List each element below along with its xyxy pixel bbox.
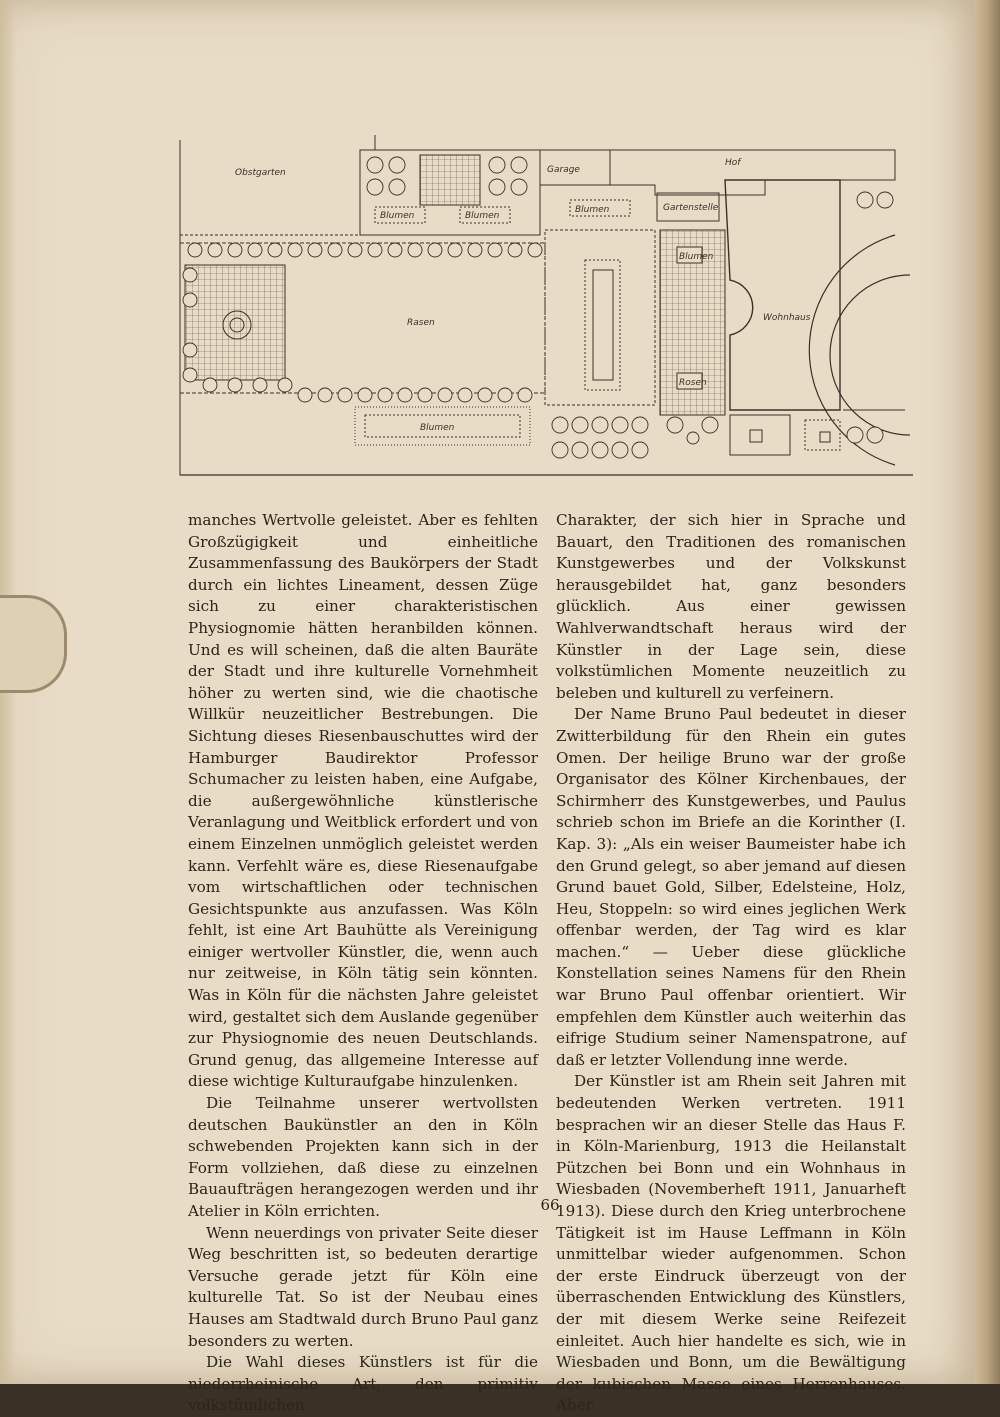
paragraph: Der Künstler ist am Rhein seit Jahren mit bedeutenden Werken vertreten. 1911 besprachen wir an dieser Stelle das Haus F. in Köln-Marienburg, 1913 die Heilanstalt Pützchen bei Bonn und ein Wohnhaus in Wiesbaden (Novemberheft 1911, Januarheft 1913). Diese durch den Krieg unterbrochene Tätigkeit ist im Hause Leffmann in Köln unmittelbar wieder aufgenommen. Schon der erste Eindruck überzeugt von der überraschenden Entwicklung des Künstlers, der mit diesem Werke seine Reifezeit einleitet. Auch hier handelte es sich, wie in Wiesbaden und Bonn, um die Bewältigung der kubischen Masse eines Herrenhauses. Aber	[556, 1072, 906, 1415]
plan-label-blumen-5: Blumen	[679, 252, 714, 262]
paragraph: manches Wertvolle geleistet. Aber es fehlten Großzügigkeit und einheitliche Zusammenfassung des Baukörpers der Stadt durch ein lichtes Lineament, dessen Züge sich zu einer charakteristischen Physiognomie hätten heranbilden können. Und es will scheinen, daß die alten Bauräte der Stadt und ihre kulturelle Vornehmheit höher zu werten sind, wie die chaotische Willkür neuzeitlicher Bestrebungen. Die Sichtung dieses Riesenbauschuttes wird der Hamburger Baudirektor Professor Schumacher zu leisten haben, eine Aufgabe, die außergewöhnliche künstlerische Veranlagung und Weitblick erfordert und von einem Einzelnen unmöglich geleistet werden kann. Verfehlt wäre es, diese Riesenaufgabe vom wirtschaftlichen oder technischen Gesichtspunkte aus anzufassen. Was Köln fehlt, ist eine Art Bauhütte als Vereinigung einiger wertvoller Künstler, die, wenn auch nur zeitweise, in Köln tätig sein könnten. Was in Köln für die nächsten Jahre geleistet wird, gestaltet sich dem Auslande gegenüber zur Physiognomie des neuen Deutschlands. Grund genug, das allgemeine Interesse auf diese wichtige Kulturaufgabe hinzulenken.	[188, 511, 538, 1091]
page-number: 66	[540, 1196, 560, 1214]
text-column-left	[188, 510, 538, 1417]
plan-label-gartenstelle: Gartenstelle	[663, 203, 719, 213]
plan-label-blumen-2: Blumen	[465, 211, 500, 221]
paragraph: Die Wahl dieses Künstlers ist für die niederrheinische Art, den primitiv volkstümlichen	[188, 1353, 538, 1415]
paper-clip	[0, 595, 67, 693]
book-edge	[975, 0, 1000, 1384]
plan-label-garage: Garage	[547, 165, 580, 175]
plan-label-wohnhaus: Wohnhaus	[763, 313, 811, 323]
paragraph: Die Teilnahme unserer wertvollsten deutschen Baukünstler an den in Köln schwebenden Projekten kann sich in der Form vollziehen, daß diese zu einzelnen Bauaufträgen herangezogen werden und ihr Atelier in Köln errichten.	[188, 1094, 538, 1220]
paragraph: Wenn neuerdings von privater Seite dieser Weg beschritten ist, so bedeuten derartige Versuche gerade jetzt für Köln eine kulturelle Tat. So ist der Neubau eines Hauses am Stadtwald durch Bruno Paul ganz besonders zu werten.	[188, 1223, 538, 1350]
plan-label-blumen-4: Blumen	[420, 423, 455, 433]
paragraph: Charakter, der sich hier in Sprache und Bauart, den Traditionen des romanischen Kunstgewerbes und der Volkskunst herausgebildet hat, ganz besonders glücklich. Aus einer gewissen Wahlverwandtschaft heraus wird der Künstler in der Lage sein, diese volkstümlichen Momente neuzeitlich zu beleben und kulturell zu verfeinern.	[556, 511, 906, 702]
plan-label-blumen-3: Blumen	[575, 205, 610, 215]
garden-plan-figure	[175, 135, 913, 480]
text-column-right	[556, 510, 906, 1417]
plan-label-rosen: Rosen	[679, 378, 707, 388]
plan-label-rasen: Rasen	[407, 318, 435, 328]
site-plan-drawing	[175, 135, 913, 480]
plan-label-hof: Hof	[725, 158, 741, 168]
paragraph: Der Name Bruno Paul bedeutet in dieser Zwitterbildung für den Rhein ein gutes Omen. Der heilige Bruno war der große Organisator des Kölner Kirchenbaues, der Schirmherr des Kunstgewerbes, und Paulus schrieb schon im Briefe an die Korinther (I. Kap. 3): „Als ein weiser Baumeister habe ich den Grund gelegt, so aber jemand auf diesen Grund bauet Gold, Silber, Edelsteine, Holz, Heu, Stoppeln: so wird eines jeglichen Werk offenbar werden, der Tag wird es klar machen.“ — Ueber diese glückliche Konstellation seines Namens für den Rhein war Bruno Paul offenbar orientiert. Wir empfehlen dem Künstler auch weiterhin das eifrige Studium seiner Namenspatrone, auf daß er letzter Vollendung inne werde.	[556, 705, 906, 1069]
plan-label-blumen-1: Blumen	[380, 211, 415, 221]
plan-label-obstgarten: Obstgarten	[235, 168, 286, 178]
